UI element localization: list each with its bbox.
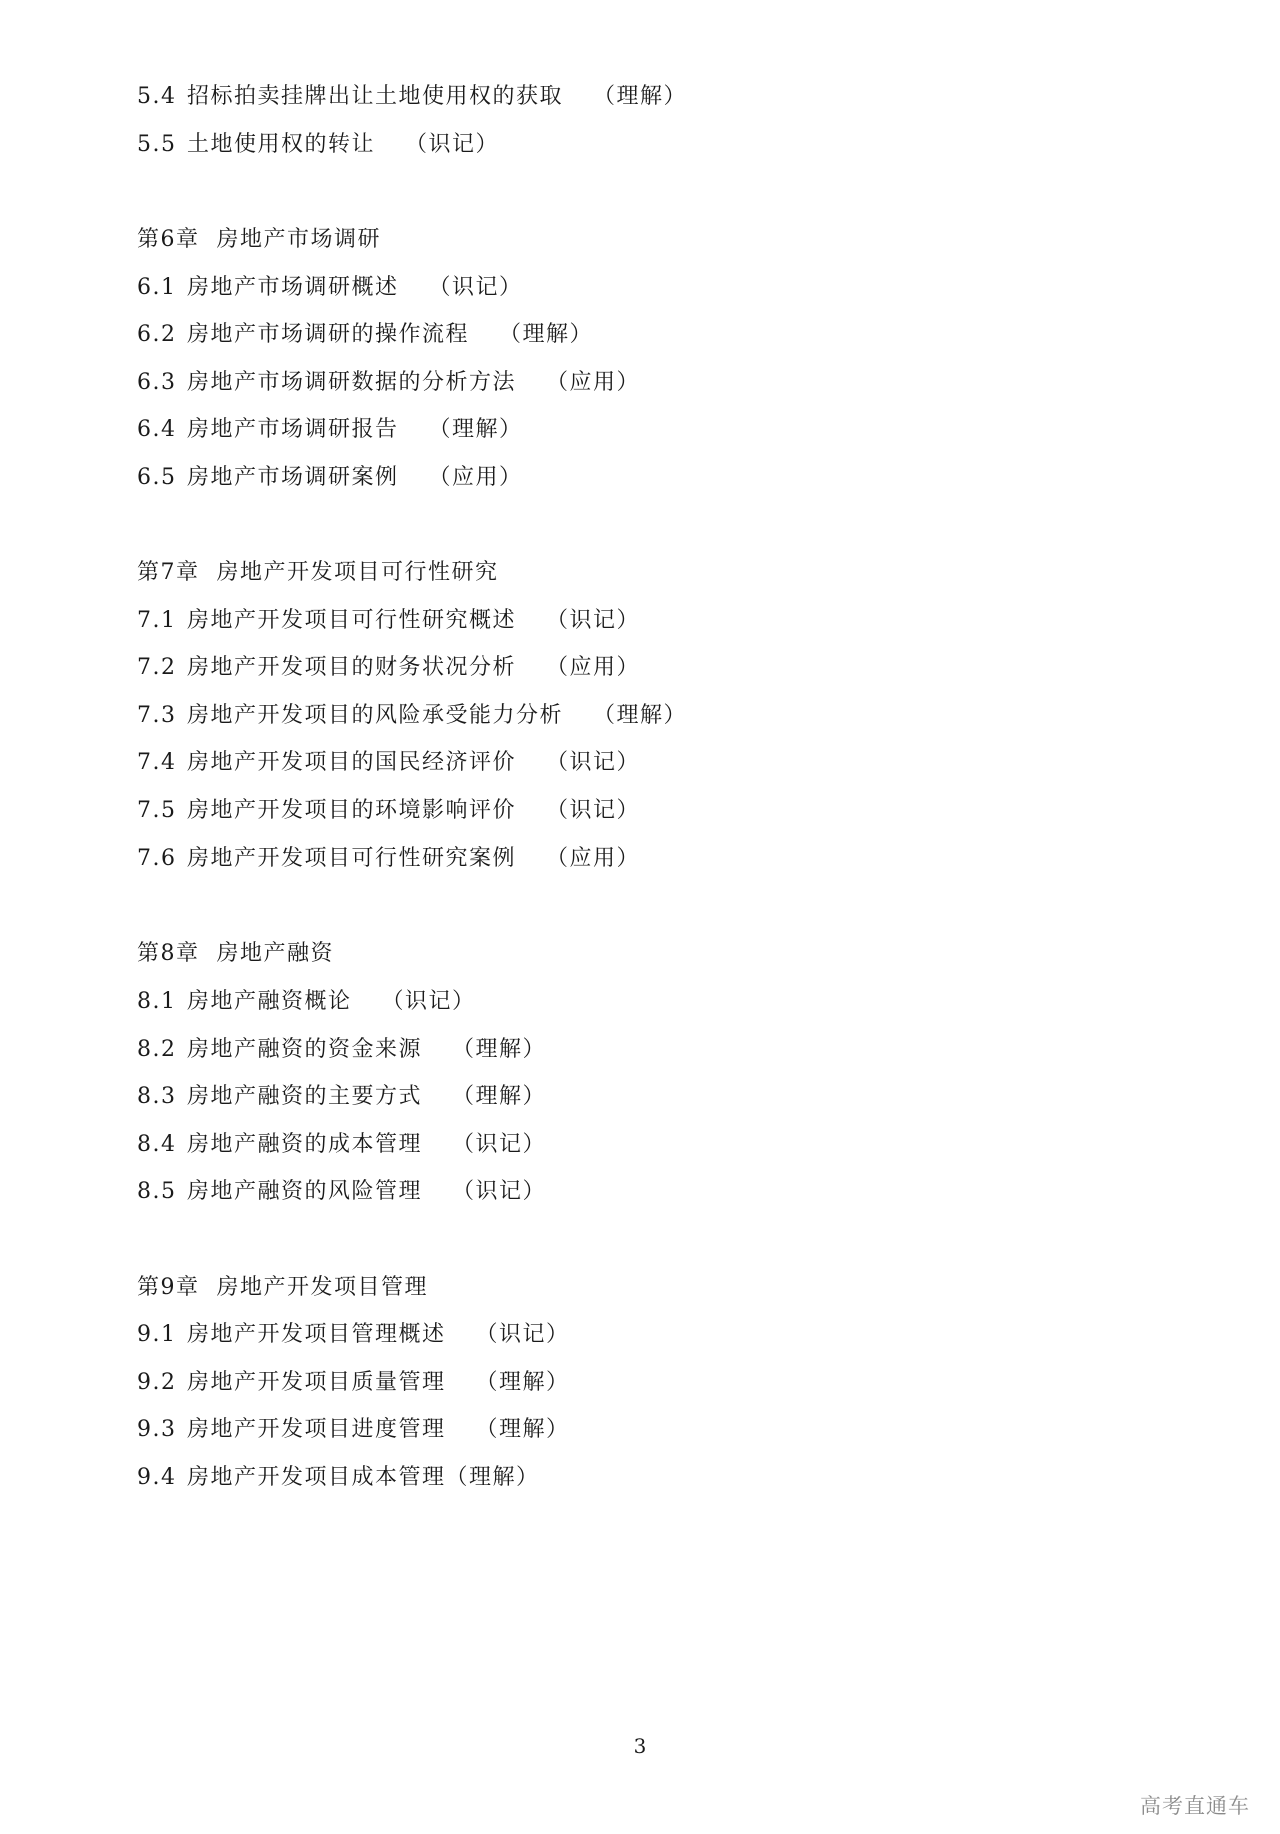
section-item <box>137 1415 570 1445</box>
section-number: 7.3 <box>137 703 177 728</box>
section-title: 房地产融资的风险管理 <box>187 1179 423 1204</box>
section-number: 5.5 <box>137 132 177 157</box>
section-number: 6.2 <box>137 322 177 347</box>
section-number: 8.5 <box>137 1179 177 1204</box>
cognitive-level: （理解） <box>593 84 688 109</box>
section-item <box>137 320 593 350</box>
section-title: 房地产开发项目的环境影响评价 <box>187 798 517 823</box>
section-item <box>137 273 523 303</box>
section-number: 7.6 <box>137 846 177 871</box>
section-title: 房地产开发项目的国民经济评价 <box>187 750 517 775</box>
section-number: 7.4 <box>137 750 177 775</box>
section-item <box>137 748 640 778</box>
cognitive-level: （识记） <box>452 1179 547 1204</box>
section-item <box>137 1463 540 1493</box>
section-number: 8.2 <box>137 1037 177 1062</box>
chapter-number: 第6章 <box>137 227 200 252</box>
chapter-number: 第7章 <box>137 560 200 585</box>
section-number: 9.4 <box>137 1465 177 1490</box>
watermark: 高考直通车 <box>1140 1794 1250 1818</box>
cognitive-level: （应用） <box>546 846 641 871</box>
section-item <box>137 1082 546 1112</box>
cognitive-level: （应用） <box>428 465 523 490</box>
section-title: 房地产融资概论 <box>187 989 352 1014</box>
section-title: 房地产开发项目管理概述 <box>187 1322 446 1347</box>
section-number: 8.1 <box>137 989 177 1014</box>
chapter-title: 房地产开发项目可行性研究 <box>216 560 499 585</box>
section-title: 房地产融资的成本管理 <box>187 1132 423 1157</box>
cognitive-level: （理解） <box>475 1370 570 1395</box>
chapter-heading <box>137 558 499 588</box>
section-title: 房地产开发项目可行性研究案例 <box>187 846 517 871</box>
chapter-heading <box>137 939 334 969</box>
section-title: 房地产市场调研概述 <box>187 275 399 300</box>
cognitive-level: （识记） <box>452 1132 547 1157</box>
page-number: 3 <box>633 1734 647 1758</box>
cognitive-level: （识记） <box>546 750 641 775</box>
section-item <box>137 82 687 112</box>
cognitive-level: （识记） <box>428 275 523 300</box>
section-item <box>137 1368 570 1398</box>
section-title: 房地产开发项目成本管理 <box>187 1465 446 1490</box>
chapter-title: 房地产融资 <box>216 941 335 966</box>
section-item <box>137 987 476 1017</box>
section-number: 7.2 <box>137 655 177 680</box>
section-title: 招标拍卖挂牌出让土地使用权的获取 <box>187 84 564 109</box>
section-number: 9.1 <box>137 1322 177 1347</box>
cognitive-level: （识记） <box>546 798 641 823</box>
section-item <box>137 1130 546 1160</box>
section-title: 房地产市场调研案例 <box>187 465 399 490</box>
section-number: 7.1 <box>137 608 177 633</box>
section-number: 8.3 <box>137 1084 177 1109</box>
section-title: 房地产开发项目进度管理 <box>187 1417 446 1442</box>
section-item <box>137 1035 546 1065</box>
section-item <box>137 653 640 683</box>
cognitive-level: （理解） <box>452 1037 547 1062</box>
section-number: 9.3 <box>137 1417 177 1442</box>
cognitive-level: （理解） <box>499 322 594 347</box>
section-item <box>137 606 640 636</box>
section-item <box>137 796 640 826</box>
cognitive-level: （识记） <box>546 608 641 633</box>
section-number: 5.4 <box>137 84 177 109</box>
section-number: 7.5 <box>137 798 177 823</box>
section-number: 6.5 <box>137 465 177 490</box>
cognitive-level: （理解） <box>452 1084 547 1109</box>
cognitive-level: （识记） <box>475 1322 570 1347</box>
cognitive-level: （理解） <box>428 417 523 442</box>
chapter-heading <box>137 1273 428 1303</box>
section-title: 房地产融资的主要方式 <box>187 1084 423 1109</box>
cognitive-level: （理解） <box>475 1417 570 1442</box>
section-title: 房地产融资的资金来源 <box>187 1037 423 1062</box>
cognitive-level: （识记） <box>405 132 500 157</box>
cognitive-level: （应用） <box>546 370 641 395</box>
section-title: 房地产开发项目质量管理 <box>187 1370 446 1395</box>
chapter-number: 第9章 <box>137 1275 200 1300</box>
section-item <box>137 415 523 445</box>
section-title: 房地产市场调研数据的分析方法 <box>187 370 517 395</box>
section-item <box>137 463 523 493</box>
section-number: 8.4 <box>137 1132 177 1157</box>
cognitive-level: （应用） <box>546 655 641 680</box>
section-title: 土地使用权的转让 <box>187 132 376 157</box>
section-title: 房地产市场调研报告 <box>187 417 399 442</box>
chapter-title: 房地产市场调研 <box>216 227 382 252</box>
section-title: 房地产市场调研的操作流程 <box>187 322 470 347</box>
section-number: 6.4 <box>137 417 177 442</box>
section-item <box>137 130 499 160</box>
chapter-heading <box>137 225 381 255</box>
section-title: 房地产开发项目的财务状况分析 <box>187 655 517 680</box>
section-number: 6.1 <box>137 275 177 300</box>
section-title: 房地产开发项目可行性研究概述 <box>187 608 517 633</box>
cognitive-level: （理解） <box>445 1465 540 1490</box>
section-item <box>137 1320 570 1350</box>
chapter-number: 第8章 <box>137 941 200 966</box>
cognitive-level: （识记） <box>381 989 476 1014</box>
section-item <box>137 1177 546 1207</box>
section-item <box>137 844 640 874</box>
cognitive-level: （理解） <box>593 703 688 728</box>
section-number: 9.2 <box>137 1370 177 1395</box>
section-number: 6.3 <box>137 370 177 395</box>
section-item <box>137 701 687 731</box>
section-item <box>137 368 640 398</box>
section-title: 房地产开发项目的风险承受能力分析 <box>187 703 564 728</box>
chapter-title: 房地产开发项目管理 <box>216 1275 429 1300</box>
